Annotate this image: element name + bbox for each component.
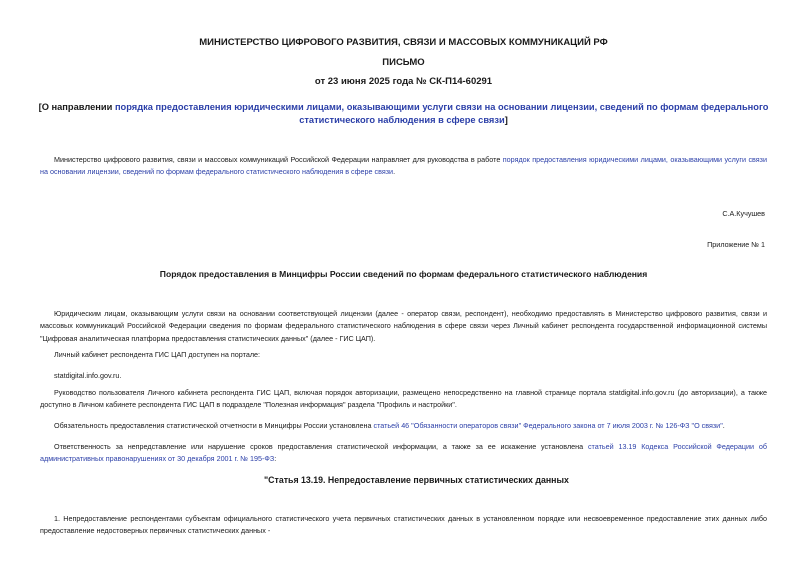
appendix-title: Порядок предоставления в Минцифры России сведений по формам федерального статистического наблюдения [159,269,648,279]
subject-link-line1[interactable]: порядка предоставления юридическими лицами, оказывающими услуги связи на основании лицензии, сведений по формам федерального [114,102,769,112]
body-paragraph-1: Юридическим лицам, оказывающим услуги связи на основании соответствующей лицензии (далее - оператор связи, респондент), необходимо предоставлять в Министерство цифрового развития, связи и массовых коммуникаций Российской Федерации сведения по формам федерального статистического наблюдения в сфере связи через Личный кабинет респондента государственной информационной системы "Цифровая аналитическая платформа предоставления статистических данных" (далее - ГИС ЦАП). [40,309,767,343]
body-paragraph-5 [40,420,767,432]
p6-end: : [274,454,277,464]
subject-suffix: ] [504,114,508,125]
letter-intro-text: Министерство цифрового развития, связи и массовых коммуникаций Российской Федерации направляет для руководства в работе [54,155,503,164]
ministry-heading: МИНИСТЕРСТВО ЦИФРОВОГО РАЗВИТИЯ, СВЯЗИ И МАССОВЫХ КОММУНИКАЦИЙ РФ [199,37,608,48]
body-paragraph-4: Руководство пользователя Личного кабинета респондента ГИС ЦАП, включая порядок авторизации, размещено непосредственно на главной странице портала statdigital.info.gov.ru (до авторизации), а также доступно в Личном кабинете респондента ГИС ЦАП в подразделе "Полезная информация" раздела "Профиль и настройки". [40,388,767,410]
subject-link-line2[interactable]: статистического наблюдения в сфере связи [299,114,505,125]
p5-end: . [722,421,725,430]
subject-prefix: [О направлении [38,102,115,112]
document-subject [0,101,807,126]
letter-order-link[interactable]: порядок предоставления юридическими лицами, оказывающими услуги связи на основании лицензии, сведений по формам федерального статистического наблюдения в сфере связи [40,155,767,177]
body-paragraph-7: 1. Непредоставление респондентами субъектам официального статистического учета первичных статистических данных в установленном порядке или несвоевременное предоставление этих данных либо предоставление недостоверных первичных статистических данных - [40,514,767,536]
appendix-label: Приложение № 1 [707,240,765,249]
law-126-link[interactable]: статьей 46 "Обязанности операторов связи" Федерального закона от 7 июля 2003 г. № 126-ФЗ "О связи" [373,421,723,430]
koap-13-19-link[interactable]: статьей 13.19 Кодекса Российской Федерации об административных правонарушениях от 30 декабря 2001 г. № 195-ФЗ [40,442,767,464]
signature: С.А.Кучушев [722,209,765,218]
p6-text: Ответственность за непредставление или нарушение сроков предоставления статистической информации, а также за ее искажение установлена [54,442,588,451]
document-date-number: от 23 июня 2025 года № СК-П14-60291 [314,76,493,87]
body-paragraph-2: Личный кабинет респондента ГИС ЦАП доступен на портале: [54,350,261,359]
document-type: ПИСЬМО [382,57,425,68]
body-paragraph-6 [40,441,767,466]
letter-intro-paragraph [40,154,767,179]
p5-text: Обязательность предоставления статистической отчетности в Минцифры России установлена [54,421,374,430]
letter-intro-end: . [393,167,396,177]
portal-address: statdigital.info.gov.ru. [54,371,122,380]
article-title: "Статья 13.19. Непредоставление первичных статистических данных [264,475,569,485]
